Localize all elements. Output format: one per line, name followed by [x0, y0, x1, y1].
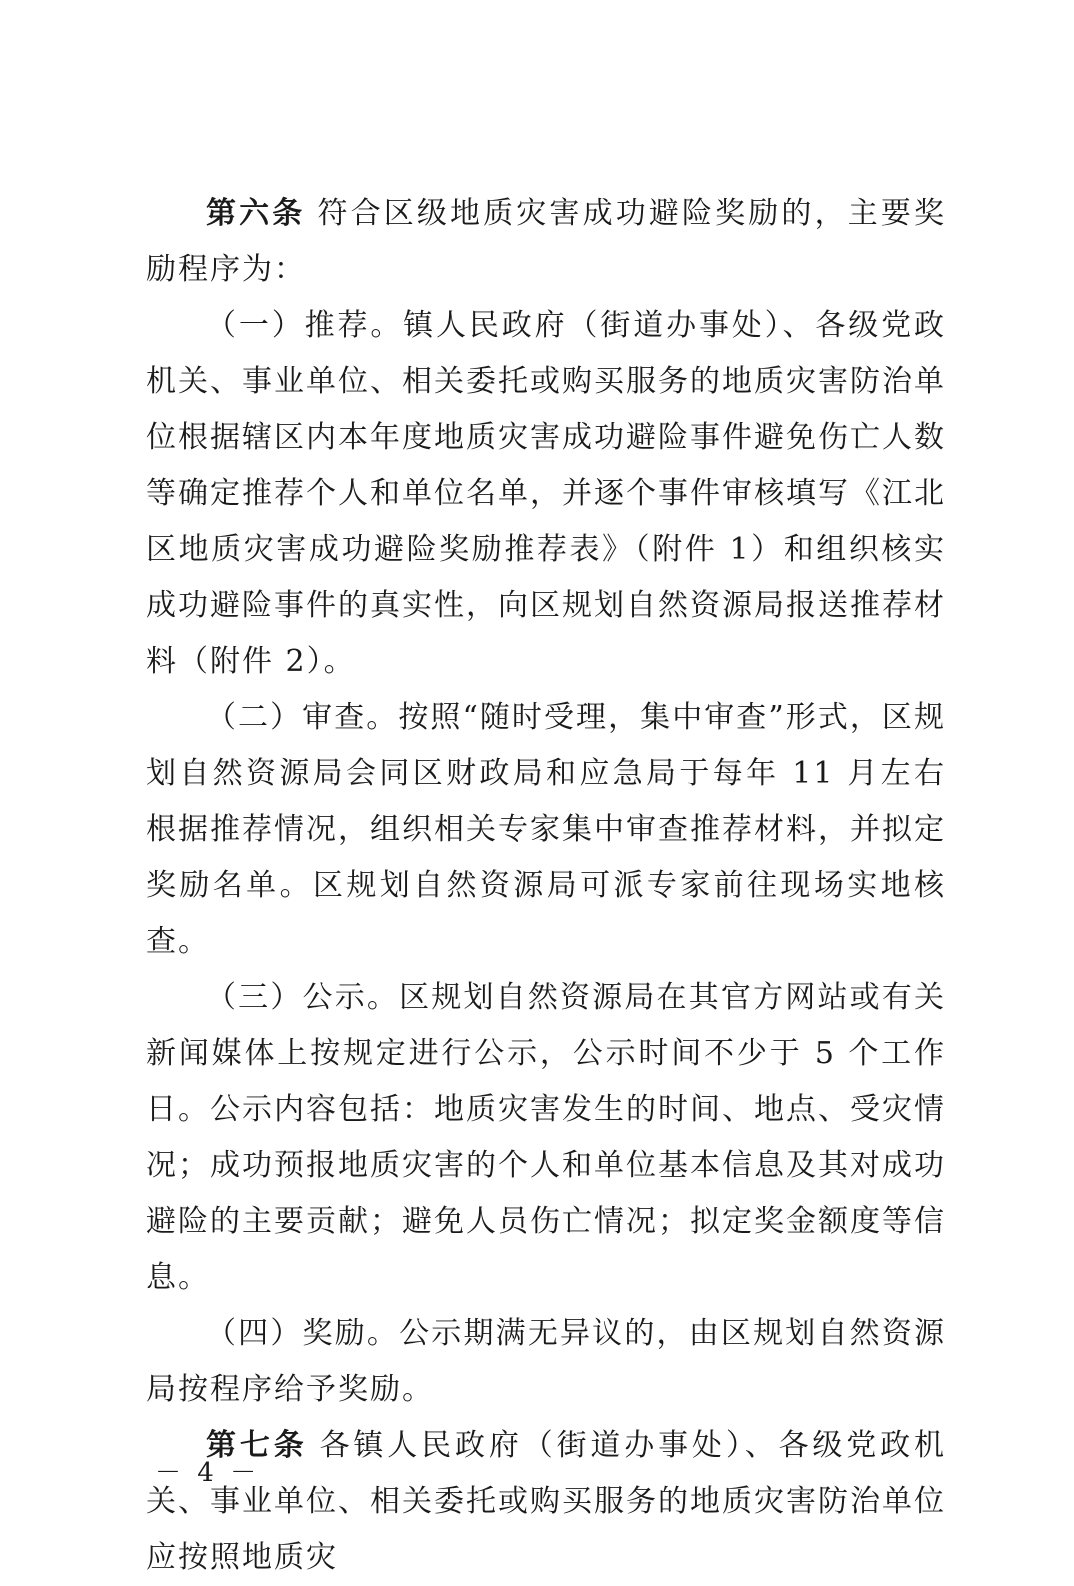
- paragraph-text: （三）公示。区规划自然资源局在其官方网站或有关新闻媒体上按规定进行公示，公示时间不少于 5 个工作日。公示内容包括：地质灾害发生的时间、地点、受灾情况；成功预报地质灾害的个人和单位基本信息及其对成功避险的主要贡献；避免人员伤亡情况；拟定奖金额度等信息。: [146, 980, 946, 1295]
- body-text: [146, 186, 946, 1586]
- paragraph-article-6: [146, 186, 946, 298]
- article-heading: 第六条: [206, 196, 306, 231]
- paragraph-text: 符合区级地质灾害成功避险奖励的，主要奖励程序为：: [146, 196, 947, 287]
- paragraph-item-2: [146, 690, 946, 970]
- paragraph-text: （四）奖励。公示期满无异议的，由区规划自然资源局按程序给予奖励。: [146, 1316, 946, 1407]
- article-heading: 第七条: [206, 1428, 308, 1463]
- paragraph-item-4: [146, 1306, 946, 1418]
- paragraph-text: （一）推荐。镇人民政府（街道办事处）、各级党政机关、事业单位、相关委托或购买服务的地质灾害防治单位根据辖区内本年度地质灾害成功避险事件避免伤亡人数等确定推荐个人和单位名单，并逐个事件审核填写《江北区地质灾害成功避险奖励推荐表》（附件 1）和组织核实成功避险事件的真实性，向区规划自然资源局报送推荐材料（附件 2）。: [146, 308, 946, 679]
- page-number: － 4 －: [155, 1458, 261, 1488]
- paragraph-article-7: [146, 1418, 946, 1586]
- paragraph-item-1: [146, 298, 946, 690]
- paragraph-item-3: [146, 970, 946, 1306]
- paragraph-text: 各镇人民政府（街道办事处）、各级党政机关、事业单位、相关委托或购买服务的地质灾害防治单位应按照地质灾: [146, 1428, 947, 1575]
- paragraph-text: （二）审查。按照“随时受理，集中审查”形式，区规划自然资源局会同区财政局和应急局于每年 11 月左右根据推荐情况，组织相关专家集中审查推荐材料，并拟定奖励名单。区规划自然资源局可派专家前往现场实地核查。: [146, 700, 946, 959]
